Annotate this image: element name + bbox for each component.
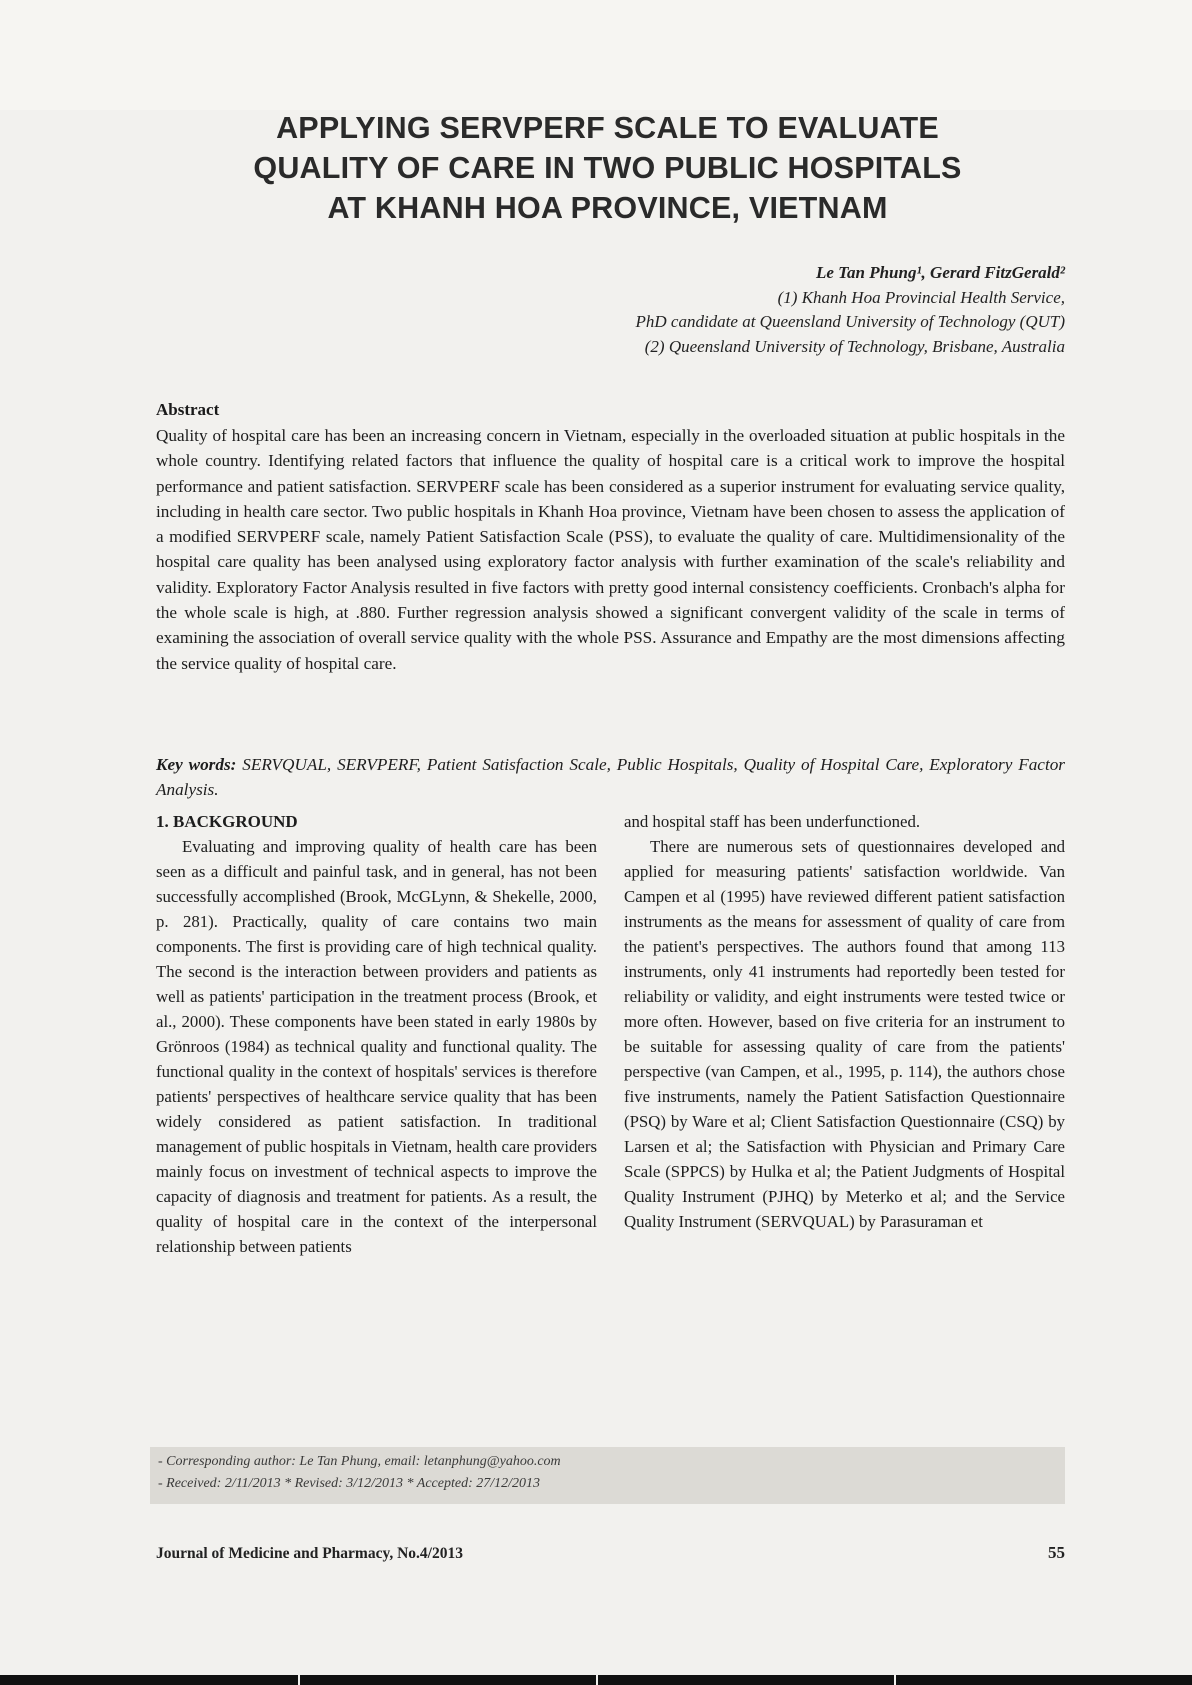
bar-segment [894,1675,896,1685]
keywords [156,752,1065,802]
affiliation-2: PhD candidate at Queensland University of Technology (QUT) [635,312,1065,331]
right-paragraph-1: and hospital staff has been underfunctioned. [624,812,921,831]
footnote-dates: - Received: 2/11/2013 * Revised: 3/12/2013 * Accepted: 27/12/2013 [158,1476,541,1491]
article-title [150,108,1065,228]
affiliation-3: (2) Queensland University of Technology, Brisbane, Australia [644,336,1065,356]
affiliation-1: (1) Khanh Hoa Provincial Health Service, [777,287,1065,307]
keywords-text: SERVQUAL, SERVPERF, Patient Satisfaction Scale, Public Hospitals, Quality of Hospital Care, Exploratory Factor Analysis. [156,755,1065,799]
page-top-band [0,0,1192,110]
right-column [624,809,1065,1234]
bar-segment [298,1675,300,1685]
left-paragraph: Evaluating and improving quality of health care has been seen as a difficult and painful task, and in general, has not been successfully accomplished (Brook, McGLynn, & Shekelle, 2000, p. 281). Practically, quality of care contains two main components. The first is providing care of high technical quality. The second is the interaction between providers and patients as well as patients' participation in the treatment process (Brook, et al., 2000). These components have been stated in early 1980s by Grönroos (1984) as technical quality and functional quality. The functional quality in the context of hospitals' services is therefore patients' perspectives of healthcare service quality that has been widely considered as patient satisfaction. In traditional management of public hospitals in Vietnam, health care providers mainly focus on investment of technical aspects to improve the capacity of diagnosis and treatment for patients. As a result, the quality of hospital care in the context of the interpersonal relationship between patients [156,837,597,1256]
title-line-3: AT KHANH HOA PROVINCE, VIETNAM [327,191,888,225]
bottom-scan-bar [0,1675,1192,1685]
title-line-2: QUALITY OF CARE IN TWO PUBLIC HOSPITALS [253,151,962,185]
left-column [156,809,597,1259]
footer-journal: Journal of Medicine and Pharmacy, No.4/2013 [156,1545,463,1562]
author-block [365,261,1065,359]
footnote [158,1451,1058,1495]
footnote-corresponding: - Corresponding author: Le Tan Phung, email: letanphung@yahoo.com [158,1454,561,1469]
abstract-text: Quality of hospital care has been an increasing concern in Vietnam, especially in the overloaded situation at public hospitals in the whole country. Identifying related factors that influence the quality of hospital care is a critical work to improve the hospital performance and patient satisfaction. SERVPERF scale has been considered as a superior instrument for evaluating service quality, including in health care sector. Two public hospitals in Khanh Hoa province, Vietnam have been chosen to assess the application of a modified SERVPERF scale, namely Patient Satisfaction Scale (PSS), to evaluate the quality of care. Multidimensionality of the hospital care quality has been analysed using exploratory factor analysis with further examination of the scale's reliability and validity. Exploratory Factor Analysis resulted in five factors with pretty good internal consistency coefficients. Cronbach's alpha for the whole scale is high, at .880. Further regression analysis showed a significant convergent validity of the scale in terms of examining the association of overall service quality with the whole PSS. Assurance and Empathy are the most dimensions affecting the service quality of hospital care. [156,426,1065,673]
abstract-heading: Abstract [156,400,220,419]
page-number: 55 [1048,1543,1065,1562]
author-names: Le Tan Phung¹, Gerard FitzGerald² [815,263,1065,282]
section-heading: 1. BACKGROUND [156,812,298,831]
keywords-label: Key words: [156,755,237,774]
title-line-1: APPLYING SERVPERF SCALE TO EVALUATE [276,111,939,145]
bar-segment [596,1675,598,1685]
right-paragraph-2: There are numerous sets of questionnaires developed and applied for measuring patients' satisfaction worldwide. Van Campen et al (1995) have reviewed different patient satisfaction instruments as the means for assessment of quality of care from the patient's perspectives. The authors found that among 113 instruments, only 41 instruments had reportedly been tested for reliability or validity, and eight instruments were tested twice or more often. However, based on five criteria for an instrument to be suitable for assessing quality of care from the patients' perspective (van Campen, et al., 1995, p. 114), the authors chose five instruments, namely the Patient Satisfaction Questionnaire (PSQ) by Ware et al; Client Satisfaction Questionnaire (CSQ) by Larsen et al; the Satisfaction with Physician and Primary Care Scale (SPPCS) by Hulka et al; the Patient Judgments of Hospital Quality Instrument (PJHQ) by Meterko et al; and the Service Quality Instrument (SERVQUAL) by Parasuraman et [624,837,1065,1231]
